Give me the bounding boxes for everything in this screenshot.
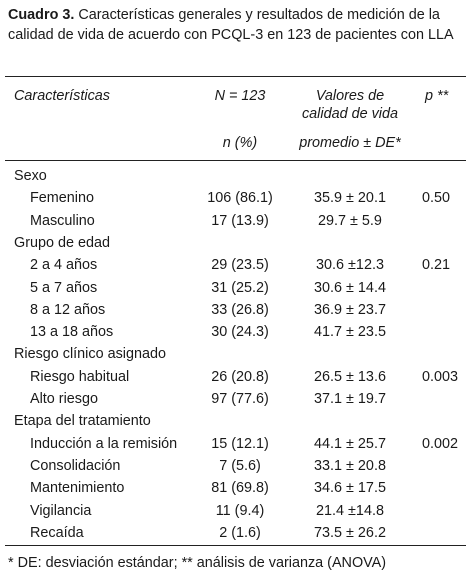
row-n: 30 (24.3) (211, 324, 269, 340)
row-label: 8 a 12 años (30, 302, 106, 318)
row-value: 33.1 ± 20.8 (314, 458, 386, 474)
row-p: 0.21 (422, 257, 451, 273)
row-p: 0.002 (422, 436, 459, 452)
row-label: Alto riesgo (30, 391, 98, 407)
header-p: p ** (425, 88, 449, 104)
row-value: 29.7 ± 5.9 (318, 213, 382, 229)
row-n: 31 (25.2) (211, 280, 269, 296)
row-n: 106 (86.1) (207, 190, 273, 206)
row-value: 35.9 ± 20.1 (314, 190, 386, 206)
row-label: 5 a 7 años (30, 280, 98, 296)
row-label: Masculino (30, 213, 95, 229)
header-characteristics: Características (14, 88, 110, 104)
top-rule (5, 76, 466, 77)
row-label: Riesgo habitual (30, 369, 130, 385)
group-title: Riesgo clínico asignado (14, 346, 166, 362)
row-value: 73.5 ± 26.2 (314, 525, 386, 541)
row-n: 2 (1.6) (219, 525, 261, 541)
row-n: 29 (23.5) (211, 257, 269, 273)
row-n: 33 (26.8) (211, 302, 269, 318)
caption-text: Características generales y resultados de medición de la calidad de vida de acuerdo con PCQL-3 en 123 de pacientes con LLA (8, 7, 454, 43)
row-n: 26 (20.8) (211, 369, 269, 385)
row-value: 30.6 ± 14.4 (314, 280, 386, 296)
table-caption (8, 5, 466, 45)
row-value: 34.6 ± 17.5 (314, 480, 386, 496)
row-p: 0.50 (422, 190, 451, 206)
header-values-3: promedio ± DE* (299, 135, 401, 151)
row-p: 0.003 (422, 369, 459, 385)
row-label: Consolidación (30, 458, 121, 474)
row-label: Femenino (30, 190, 94, 206)
row-value: 37.1 ± 19.7 (314, 391, 386, 407)
row-label: Vigilancia (30, 503, 92, 519)
row-n: 97 (77.6) (211, 391, 269, 407)
row-value: 21.4 ±14.8 (316, 503, 384, 519)
header-values-1: Valores de (315, 88, 385, 104)
row-label: 13 a 18 años (30, 324, 114, 340)
group-title: Etapa del tratamiento (14, 413, 151, 429)
row-value: 26.5 ± 13.6 (314, 369, 386, 385)
row-value: 36.9 ± 23.7 (314, 302, 386, 318)
row-n: 17 (13.9) (211, 213, 269, 229)
row-label: 2 a 4 años (30, 257, 98, 273)
header-values-2: calidad de vida (301, 106, 398, 122)
header-rule (5, 160, 466, 161)
group-title: Sexo (14, 168, 47, 184)
header-n: N = 123 (214, 88, 266, 104)
footnote: * DE: desviación estándar; ** análisis de varianza (ANOVA) (8, 555, 387, 571)
row-value: 41.7 ± 23.5 (314, 324, 386, 340)
row-value: 30.6 ±12.3 (316, 257, 384, 273)
group-title: Grupo de edad (14, 235, 111, 251)
row-n: 81 (69.8) (211, 480, 269, 496)
row-label: Inducción a la remisión (30, 436, 178, 452)
row-n: 11 (9.4) (215, 503, 265, 519)
header-n-percent: n (%) (222, 135, 258, 151)
caption-label: Cuadro 3. (8, 7, 75, 23)
bottom-rule (5, 545, 466, 546)
row-value: 44.1 ± 25.7 (314, 436, 386, 452)
row-n: 15 (12.1) (211, 436, 269, 452)
row-label: Mantenimiento (30, 480, 125, 496)
row-label: Recaída (30, 525, 84, 541)
row-n: 7 (5.6) (219, 458, 261, 474)
